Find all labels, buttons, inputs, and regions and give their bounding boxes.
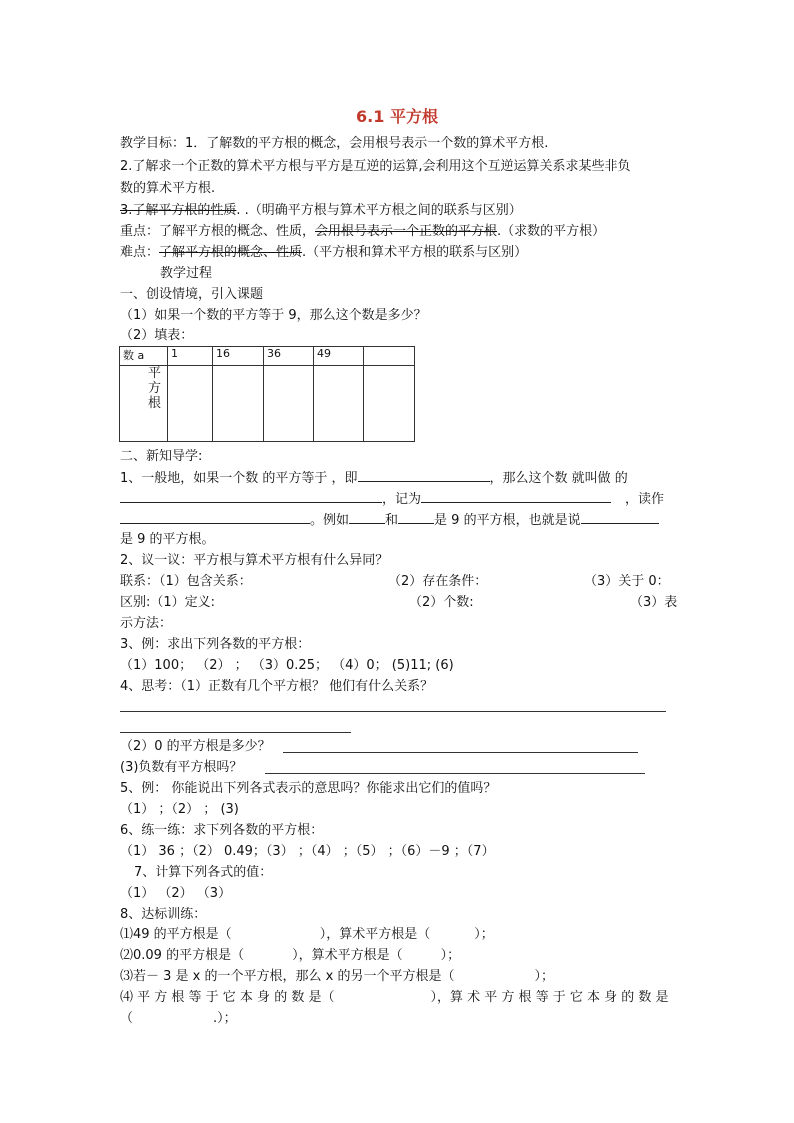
definition-line-2 [120,489,664,509]
blank[interactable] [421,489,611,503]
def-text: ，那么这个数 就叫做 的 [489,471,628,486]
goal-3-strike: 3.了解平方根的性质 [120,203,237,218]
discuss-heading: 2、议一议：平方根与算术平方根有什么异同？ [120,553,389,568]
diff-strike: 了解平方根的概念、性质 [159,245,303,260]
blank[interactable] [349,510,385,524]
answer-line[interactable] [283,752,638,753]
key-rest: .（求数的平方根） [497,224,606,239]
table-header-cell: 数 a [120,347,168,366]
table-header-cell: 1 [168,347,213,366]
practice-6-items: （1） 36 ；（2） 0.49；（3） ；（4） ；（5） ；（6）－9 ；（7） [120,844,495,859]
diff-2: （2）个数: [409,595,474,610]
drill-text: ⑶若－ 3 是 x 的一个平方根，那么 x 的另一个平方根是（ [120,969,455,984]
diff-4: 示方法： [120,616,173,631]
table-header-cell: 36 [264,347,314,366]
table-header-cell: 16 [213,347,264,366]
blank[interactable] [358,468,490,482]
think-2: （2）0 的平方根是多少？ [120,739,271,754]
def-text: ，读作 [625,492,665,507]
definition-line-4: 是 9 的平方根。 [120,532,215,547]
goal-2b: 数的算术平方根. [120,181,216,196]
key-pre: 重点：了解平方根的概念、性质， [120,224,316,239]
drill-4 [120,989,669,1007]
drill-text: ）； [534,969,554,984]
table-cell[interactable] [314,366,364,442]
table-cell[interactable] [264,366,314,442]
drill-text: ），算术平方根是（ [319,927,431,942]
link-1: 联系：（1）包含关系： [120,574,252,589]
example-5-items: （1） ；（2） ； (3) [120,802,239,817]
link-3: （3）关于 0： [584,574,670,589]
answer-line[interactable] [120,732,351,733]
definition-line-1 [120,468,628,488]
drill-text: ），算 术 平 方 根 等 于 它 本 身 的 数 是 [430,990,669,1005]
answer-line[interactable] [120,711,666,712]
goal-3-rest: . .（明确平方根与算术平方根之间的联系与区别） [236,203,522,218]
difficult-point [120,244,527,262]
example-5-heading: 5、例： 你能说出下列各式表示的意思吗？你能求出它们的值吗？ [120,781,497,796]
goal-3 [120,202,522,220]
blank[interactable] [120,489,382,503]
key-strike: 会用根号表示一个正数的平方根 [315,224,498,239]
drill-text: （ [120,1011,134,1026]
example-3-items: （1）100； （2） ； （3）0.25； （4）0； (5)11; (6) [120,658,454,673]
section-1-heading: 一、创设情境，引入课题 [120,287,264,302]
drill-5 [120,1010,237,1028]
example-3-heading: 3、例：求出下列各数的平方根： [120,637,311,652]
diff-1: 区别:（1）定义: [120,595,216,610]
think-3: (3)负数有平方根吗？ [120,760,243,775]
link-2: （2）存在条件： [388,574,488,589]
drill-text: ）； [474,927,494,942]
think-heading: 4、思考：（1）正数有几个平方根？ 他们有什么关系？ [120,679,434,694]
drill-1 [120,926,494,944]
row-label-char: 根 [147,396,161,411]
def-text: 是 9 的平方根，也就是说 [434,513,581,528]
diff-pre: 难点： [120,245,160,260]
drill-text: ）； [440,948,461,963]
practice-6-heading: 6、练一练：求下列各数的平方根： [120,823,324,838]
def-text: ，记为 [382,492,422,507]
table-header-cell[interactable] [364,347,415,366]
practice-7-items: （1） （2） （3） [120,886,232,901]
section-2-heading: 二、新知导学: [120,449,203,464]
def-text: 1、一般地，如果一个数 的平方等于 ，即 [120,471,358,486]
goal-1: 教学目标：1．了解数的平方根的概念，会用根号表示一个数的算术平方根. [120,136,549,151]
drill-2 [120,947,460,965]
row-label-char: 方 [147,381,161,396]
blank[interactable] [581,510,659,524]
table-cell[interactable] [213,366,264,442]
drill-text: ），算术平方根是（ [292,948,403,963]
drill-text: ⑵0.09 的平方根是（ [120,948,245,963]
row-label-char: 平 [147,366,161,381]
drill-heading: 8、达标训练： [120,907,207,922]
table-header-cell: 49 [314,347,364,366]
blank[interactable] [120,510,310,524]
question-1: （1）如果一个数的平方等于 9，那么这个数是多少？ [120,308,427,323]
drill-text: .）； [213,1011,237,1026]
drill-3 [120,968,554,986]
goal-2a: 2.了解求一个正数的算术平方根与平方是互逆的运算,会利用这个互逆运算关系求某些非负 [120,159,631,174]
question-2: （2）填表： [120,328,194,343]
answer-line[interactable] [265,773,645,774]
practice-7-heading: 7、计算下列各式的值： [134,865,273,880]
table-cell[interactable] [364,366,415,442]
blank[interactable] [398,510,434,524]
table-cell[interactable] [168,366,213,442]
diff-rest: .（平方根和算术平方根的联系与区别） [302,245,528,260]
drill-text: ⑷ 平 方 根 等 于 它 本 身 的 数 是（ [120,990,335,1005]
def-text: 。例如 [310,513,350,528]
page-title: 6.1 平方根 [356,107,438,126]
square-root-table [119,346,415,442]
drill-text: ⑴49 的平方根是（ [120,927,232,942]
process-heading: 教学过程 [160,266,213,281]
key-point [120,223,605,241]
definition-line-3 [120,510,659,530]
diff-3: （3）表 [630,595,678,610]
def-text: 和 [385,513,399,528]
row-label [120,366,168,442]
